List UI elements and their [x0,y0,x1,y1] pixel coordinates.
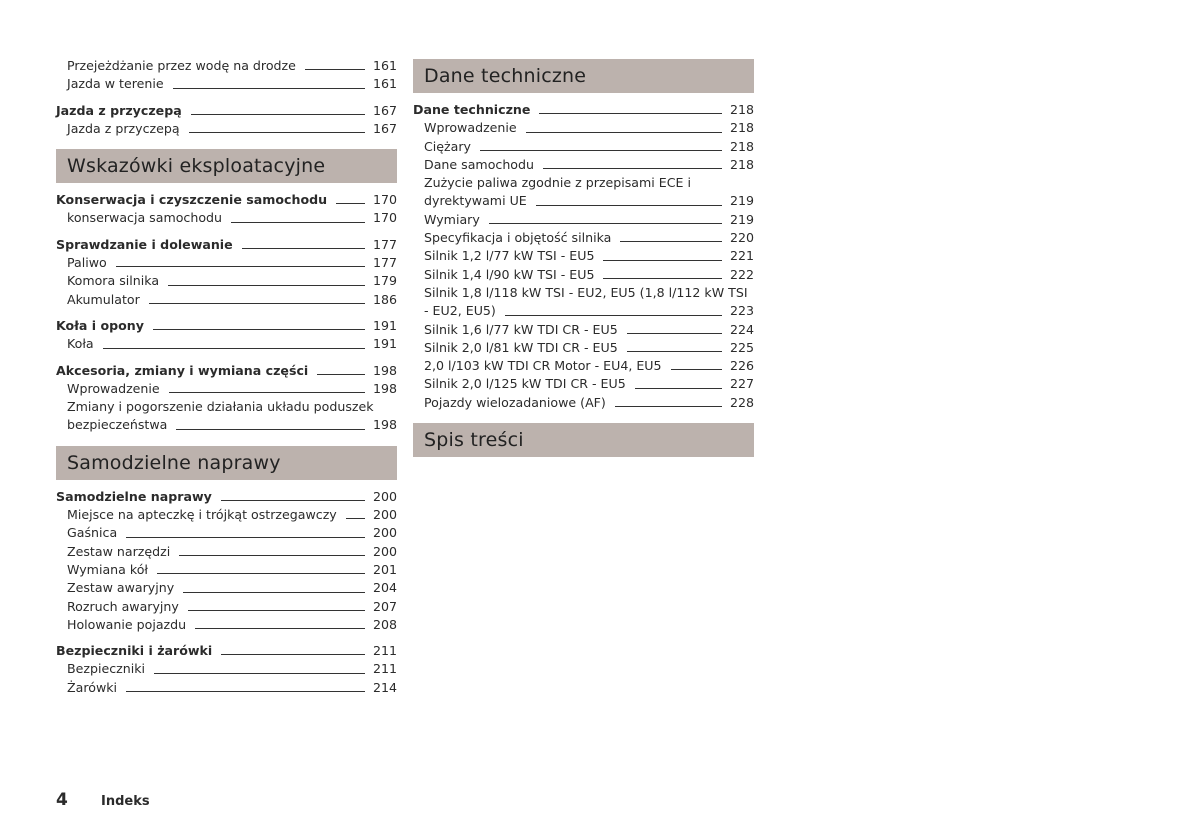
toc-entry-title-line[interactable]: Zmiany i pogorszenie działania układu poduszek [67,399,374,415]
toc-page-number[interactable]: 218 [729,156,754,172]
leader-line [116,266,365,267]
leader-line [154,673,365,674]
toc-entry-title[interactable]: Bezpieczniki [67,661,146,677]
toc-entry[interactable] [56,209,397,227]
toc-page-number[interactable]: 211 [372,661,397,677]
toc-entry-title[interactable]: Silnik 1,4 l/90 kW TSI - EU5 [424,266,595,282]
toc-entry-title[interactable]: Zestaw narzędzi [67,543,171,559]
toc-entry-title[interactable]: Ciężary [424,138,471,154]
leader-line [149,303,365,304]
toc-entry-title[interactable]: Konserwacja i czyszczenie samochodu [56,192,328,208]
toc-chapter-entry[interactable] [56,362,397,380]
leader-line [169,392,365,393]
toc-entry[interactable] [56,579,397,597]
leader-line [103,348,365,349]
toc-column-right [413,59,754,465]
toc-page-number[interactable]: 200 [372,543,397,559]
leader-line [336,203,365,204]
toc-entry-title[interactable]: Paliwo [67,255,107,271]
toc-entry-title[interactable]: Dane techniczne [413,102,531,117]
toc-page-number[interactable]: 201 [372,561,397,577]
leader-line [221,654,365,655]
toc-entry[interactable] [56,660,397,678]
toc-page-number[interactable]: 228 [729,394,754,410]
toc-entry[interactable] [413,339,754,357]
toc-entry-title[interactable]: Wymiary [424,211,480,227]
toc-entry[interactable] [56,543,397,561]
toc-entry-title[interactable]: Pojazdy wielozadaniowe (AF) [424,394,606,410]
toc-entry[interactable] [56,380,397,398]
toc-page-number[interactable]: 219 [729,193,754,209]
leader-line [603,260,721,261]
leader-line [620,241,722,242]
toc-entry-title[interactable]: Koła i opony [56,317,144,333]
leader-line [168,285,365,286]
toc-entry[interactable] [413,321,754,339]
leader-line [489,223,722,224]
toc-entry-title-line[interactable]: Zużycie paliwa zgodnie z przepisami ECE i [424,175,692,191]
toc-entry-title[interactable]: Jazda z przyczepą [56,102,182,118]
toc-chapter-entry[interactable] [56,102,397,120]
leader-line [221,500,365,501]
toc-page-number[interactable]: 220 [729,230,754,246]
toc-page-number[interactable]: 198 [372,417,397,433]
leader-line [627,351,722,352]
toc-group [413,101,754,412]
toc-page-number[interactable]: 200 [372,525,397,541]
toc-column-left [56,57,397,697]
leader-line [635,388,722,389]
toc-entry-title[interactable]: Bezpieczniki i żarówki [56,643,213,659]
toc-entry[interactable] [56,616,397,634]
leader-line [188,610,365,611]
leader-line [317,374,365,375]
toc-entry[interactable] [56,75,397,93]
section-label: Indeks [101,794,150,809]
toc-page-number[interactable]: 200 [372,488,397,504]
toc-group [56,317,397,354]
toc-page-number[interactable]: 204 [372,580,397,596]
toc-entry[interactable] [413,394,754,412]
toc-chapter-entry[interactable] [56,191,397,209]
toc-group [56,191,397,228]
toc-entry-title[interactable]: 2,0 l/103 kW TDI CR Motor - EU4, EU5 [424,358,662,374]
leader-line [615,406,722,407]
leader-line [543,168,722,169]
leader-line [539,113,722,114]
toc-entry[interactable] [56,506,397,524]
leader-line [627,333,722,334]
toc-entry-title[interactable]: Akcesoria, zmiany i wymiana części [56,362,309,378]
toc-page-number[interactable]: 207 [372,598,397,614]
toc-entry-title[interactable]: Koła [67,336,94,352]
toc-entry-title[interactable]: Silnik 1,2 l/77 kW TSI - EU5 [424,248,595,264]
toc-entry[interactable] [56,254,397,272]
leader-line [179,555,365,556]
leader-line [191,114,365,115]
toc-page-number[interactable]: 222 [729,266,754,282]
toc-entry[interactable] [56,416,397,434]
toc-entry[interactable] [413,138,754,156]
toc-page-number[interactable]: 208 [372,616,397,632]
toc-entry[interactable] [56,679,397,697]
toc-entry[interactable] [56,272,397,290]
toc-entry[interactable] [56,120,397,138]
toc-page-number[interactable]: 218 [729,102,754,117]
toc-chapter-entry[interactable] [56,317,397,335]
leader-line [242,248,365,249]
leader-line [305,69,365,70]
toc-page-number[interactable]: 227 [729,376,754,392]
leader-line [505,315,722,316]
toc-entry-title[interactable]: Dane samochodu [424,156,534,172]
toc-page-number[interactable]: 226 [729,358,754,374]
toc-entry-title[interactable]: konserwacja samochodu [67,210,223,226]
toc-page-number[interactable]: 179 [372,273,397,289]
toc-entry-title[interactable]: dyrektywami UE [424,193,527,209]
toc-entry-title[interactable]: Komora silnika [67,273,160,289]
toc-page-number[interactable]: 223 [729,303,754,319]
toc-chapter-entry[interactable] [413,101,754,119]
leader-line [603,278,721,279]
toc-entry-title[interactable]: Specyfikacja i objętość silnika [424,230,612,246]
leader-line [231,222,365,223]
toc-page-number[interactable]: 177 [372,236,397,252]
toc-group [56,642,397,697]
toc-entry-title[interactable]: Wprowadzenie [424,120,517,136]
toc-page-number[interactable]: 198 [372,380,397,396]
toc-page-number[interactable]: 214 [372,679,397,695]
toc-group [56,102,397,139]
toc-entry[interactable] [413,266,754,284]
leader-line [671,369,722,370]
toc-page-number[interactable]: 224 [729,321,754,337]
toc-entry[interactable] [56,57,397,75]
leader-line [526,132,722,133]
toc-entry[interactable] [413,302,754,320]
toc-group [56,488,397,634]
leader-line [126,537,365,538]
toc-chapter-entry[interactable] [56,488,397,506]
toc-page-number[interactable]: 198 [372,362,397,378]
toc-page-number[interactable]: 186 [372,291,397,307]
toc-entry[interactable] [413,119,754,137]
toc-entry-title[interactable]: Zestaw awaryjny [67,580,175,596]
page-number: 4 [56,790,68,810]
leader-line [153,329,365,330]
toc-entry-title[interactable]: Gaśnica [67,525,118,541]
toc-page-number[interactable]: 219 [729,211,754,227]
toc-entry[interactable] [56,561,397,579]
toc-entry[interactable] [56,335,397,353]
section-header: Samodzielne naprawy [56,446,397,480]
toc-chapter-entry[interactable] [56,236,397,254]
toc-entry-title[interactable]: Silnik 2,0 l/81 kW TDI CR - EU5 [424,339,618,355]
toc-entry-title[interactable]: Jazda z przyczepą [67,120,180,136]
toc-page-number[interactable]: 167 [372,120,397,136]
toc-page-number[interactable]: 167 [372,102,397,118]
toc-entry-title[interactable]: Samodzielne naprawy [56,488,212,504]
section-header: Dane techniczne [413,59,754,93]
toc-entry-title[interactable]: Przejeżdżanie przez wodę na drodze [67,58,296,73]
leader-line [176,429,365,430]
toc-entry-title[interactable]: Wymiana kół [67,561,148,577]
toc-entry-title[interactable]: Żarówki [67,679,118,695]
toc-page-number[interactable]: 218 [729,120,754,136]
leader-line [173,88,365,89]
toc-entry-title[interactable]: bezpieczeństwa [67,417,168,433]
leader-line [195,628,365,629]
toc-page-number[interactable]: 191 [372,317,397,333]
toc-page-number[interactable]: 211 [372,643,397,659]
toc-entry[interactable] [56,291,397,309]
toc-page-number[interactable]: 218 [729,138,754,154]
toc-page-number[interactable]: 225 [729,339,754,355]
toc-entry-title[interactable]: Miejsce na apteczkę i trójkąt ostrzegawczy [67,507,337,523]
toc-entry-title[interactable]: Holowanie pojazdu [67,616,187,632]
page-footer [56,790,150,810]
toc-page-number[interactable]: 170 [372,210,397,226]
leader-line [189,132,365,133]
toc-entry-title[interactable]: Silnik 1,6 l/77 kW TDI CR - EU5 [424,321,618,337]
toc-page-number[interactable]: 221 [729,248,754,264]
toc-page-number[interactable]: 191 [372,336,397,352]
toc-entry-title[interactable]: Silnik 2,0 l/125 kW TDI CR - EU5 [424,376,626,392]
toc-entry[interactable] [56,598,397,616]
leader-line [126,691,365,692]
toc-entry[interactable] [413,375,754,393]
toc-entry[interactable] [413,247,754,265]
toc-entry-title[interactable]: Sprawdzanie i dolewanie [56,236,233,252]
leader-line [480,150,722,151]
toc-entry-title[interactable]: Akumulator [67,291,140,307]
section-header: Spis treści [413,423,754,457]
toc-entry-title[interactable]: - EU2, EU5) [424,303,496,319]
toc-group [56,362,397,435]
leader-line [183,592,365,593]
toc-entry-title-line[interactable]: Silnik 1,8 l/118 kW TSI - EU2, EU5 (1,8 l/112 kW TSI [424,284,748,300]
toc-page-number[interactable]: 177 [372,255,397,271]
toc-group [56,57,397,94]
toc-group [56,236,397,309]
toc-entry[interactable] [56,524,397,542]
toc-entry[interactable] [413,192,754,210]
toc-entry-title[interactable]: Wprowadzenie [67,380,160,396]
toc-entry[interactable] [413,357,754,375]
toc-entry-title[interactable]: Jazda w terenie [67,76,164,92]
leader-line [346,518,365,519]
toc-entry[interactable] [413,156,754,174]
toc-page-number[interactable]: 200 [372,507,397,523]
toc-entry[interactable] [413,211,754,229]
leader-line [536,205,722,206]
toc-entry-title[interactable]: Rozruch awaryjny [67,598,179,614]
section-header: Wskazówki eksploatacyjne [56,149,397,183]
toc-page-number[interactable]: 170 [372,192,397,208]
toc-page-number[interactable]: 161 [372,76,397,92]
leader-line [157,573,365,574]
toc-entry[interactable] [413,229,754,247]
toc-page-number[interactable]: 161 [372,58,397,73]
toc-chapter-entry[interactable] [56,642,397,660]
